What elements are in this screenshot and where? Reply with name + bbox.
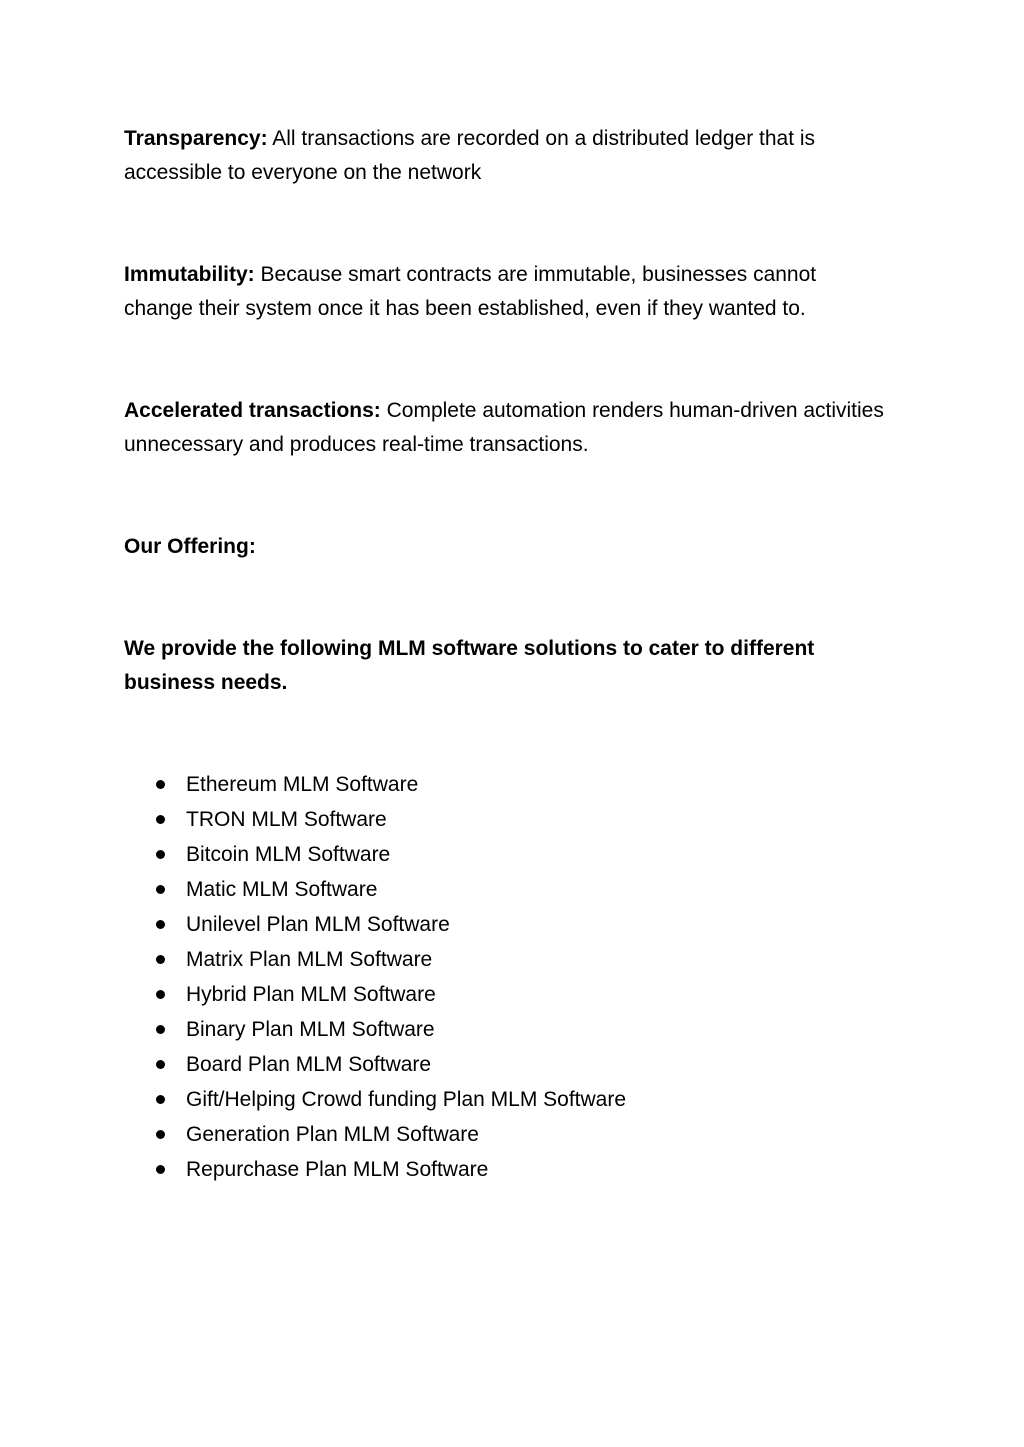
list-item — [124, 942, 626, 977]
list-item-label: Generation Plan MLM Software — [186, 1123, 479, 1146]
bullet-icon — [156, 1025, 165, 1034]
bullet-icon — [156, 1095, 165, 1104]
list-item — [124, 1082, 626, 1117]
offering-heading: Our Offering: — [124, 535, 256, 558]
paragraph-text: Complete automation renders human-driven activities unnecessary and produces real-time transactions. — [124, 399, 884, 456]
bullet-icon — [156, 1130, 165, 1139]
list-item-label: Unilevel Plan MLM Software — [186, 913, 450, 936]
list-item-label: Board Plan MLM Software — [186, 1053, 432, 1076]
list-item-label: Repurchase Plan MLM Software — [186, 1158, 489, 1181]
list-item-label: Binary Plan MLM Software — [186, 1018, 435, 1041]
bullet-icon — [156, 1165, 165, 1174]
list-item — [124, 802, 626, 837]
bullet-icon — [156, 1060, 165, 1069]
list-item-label: Hybrid Plan MLM Software — [186, 983, 436, 1006]
bullet-icon — [156, 815, 165, 824]
list-item-label: Bitcoin MLM Software — [186, 843, 391, 866]
list-item-label: Matic MLM Software — [186, 878, 378, 901]
list-item — [124, 1012, 626, 1047]
bullet-icon — [156, 780, 165, 789]
bullet-icon — [156, 990, 165, 999]
list-item — [124, 977, 626, 1012]
list-item — [124, 1047, 626, 1082]
list-item — [124, 1117, 626, 1152]
list-item — [124, 837, 626, 872]
paragraph-label: Accelerated transactions: — [124, 399, 381, 422]
list-item — [124, 1152, 626, 1187]
bullet-icon — [156, 885, 165, 894]
bullet-icon — [156, 955, 165, 964]
list-item-label: Gift/Helping Crowd funding Plan MLM Software — [186, 1088, 627, 1111]
list-item — [124, 767, 626, 802]
paragraph-text: All transactions are recorded on a distributed ledger that is accessible to everyone on the network — [124, 127, 816, 184]
list-item-label: TRON MLM Software — [186, 808, 387, 831]
immutability-paragraph — [124, 258, 884, 326]
list-item — [124, 907, 626, 942]
list-item-label: Matrix Plan MLM Software — [186, 948, 433, 971]
accelerated-transactions-paragraph — [124, 394, 884, 462]
list-item-label: Ethereum MLM Software — [186, 773, 419, 796]
paragraph-label: Immutability: — [124, 263, 255, 286]
offering-intro: We provide the following MLM software solutions to cater to different business needs. — [124, 637, 815, 694]
transparency-paragraph — [124, 122, 884, 190]
paragraph-label: Transparency: — [124, 127, 268, 150]
bullet-icon — [156, 850, 165, 859]
offering-list — [124, 767, 626, 1187]
bullet-icon — [156, 920, 165, 929]
paragraph-text: Because smart contracts are immutable, businesses cannot change their system once it has been established, even if they wanted to. — [124, 263, 817, 320]
list-item — [124, 872, 626, 907]
